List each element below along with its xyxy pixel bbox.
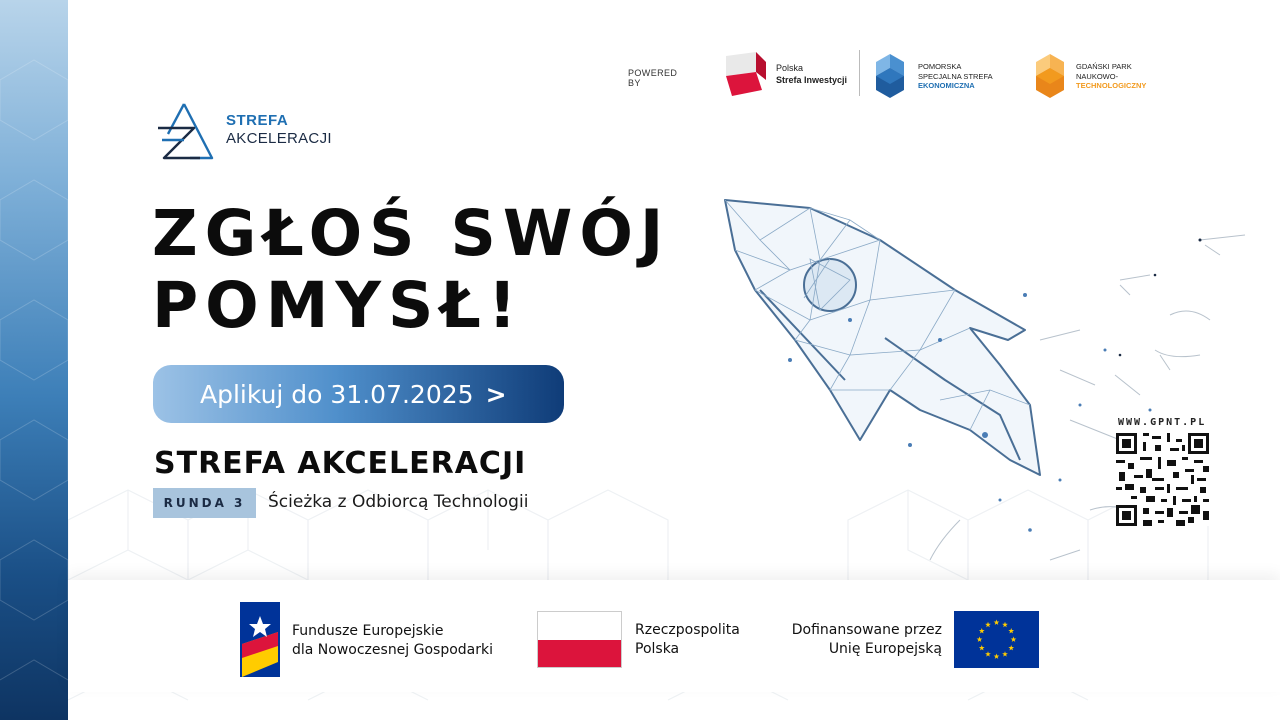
headline: [152, 198, 670, 342]
rzeczpospolita-text: [635, 621, 740, 659]
psse-line2: SPECJALNA STREFA: [918, 71, 993, 81]
brand-title-line2: AKCELERACJI: [226, 130, 332, 147]
apply-button-label: Aplikuj do 31.07.2025: [200, 379, 474, 409]
program-title: STREFA AKCELERACJI: [154, 446, 527, 481]
polish-flag-icon: [537, 611, 622, 668]
pl-line1: Rzeczpospolita: [635, 622, 740, 638]
fundusze-europejskie-icon: [240, 602, 280, 677]
fundusze-europejskie-text: [292, 622, 493, 660]
pl-line2: Polska: [635, 641, 680, 657]
strefa-akceleracji-logo: [154, 100, 344, 162]
track-label: Ścieżka z Odbiorcą Technologii: [268, 492, 529, 512]
apply-button[interactable]: [153, 365, 564, 423]
gpnt-line2: NAUKOWO-: [1076, 71, 1119, 81]
psse-line3: EKONOMICZNA: [918, 81, 975, 90]
website-label[interactable]: WWW.GPNT.PL: [1118, 417, 1207, 428]
side-gradient-strip: [0, 0, 68, 720]
psse-logo: [870, 52, 1000, 98]
chevron-right-icon: >: [485, 379, 507, 409]
partner-divider: [859, 50, 860, 96]
psse-line1: POMORSKA: [918, 62, 962, 71]
polska-strefa-inwestycji-logo: [722, 50, 854, 98]
fe-line2: dla Nowoczesnej Gospodarki: [292, 642, 494, 658]
akceleracja-triangle-icon: [154, 100, 216, 162]
gpnt-line1: GDAŃSKI PARK: [1076, 62, 1132, 71]
round-badge: RUNDA 3: [153, 488, 256, 518]
psi-flag-icon: [722, 50, 768, 98]
eu-flag-icon: [954, 611, 1039, 668]
headline-line1: ZGŁOŚ SWÓJ: [152, 197, 671, 270]
psi-line1: Polska: [776, 63, 804, 73]
eu-funding-text: [760, 621, 942, 659]
powered-by-label: POWERED BY: [628, 68, 678, 88]
gpnt-logo: [1030, 52, 1160, 98]
eu-line2: Unię Europejską: [828, 641, 942, 657]
qr-code-icon[interactable]: [1116, 433, 1209, 526]
gpnt-line3: TECHNOLOGICZNY: [1076, 81, 1147, 90]
gpnt-hexagon-icon: [1030, 52, 1070, 98]
psi-line2: Strefa Inwestycji: [776, 75, 848, 85]
psse-hexagon-icon: [870, 52, 910, 98]
brand-title-line1: STREFA: [226, 112, 289, 129]
eu-line1: Dofinansowane przez: [791, 622, 942, 638]
headline-line2: POMYSŁ!: [152, 269, 524, 342]
fe-line1: Fundusze Europejskie: [292, 623, 444, 639]
